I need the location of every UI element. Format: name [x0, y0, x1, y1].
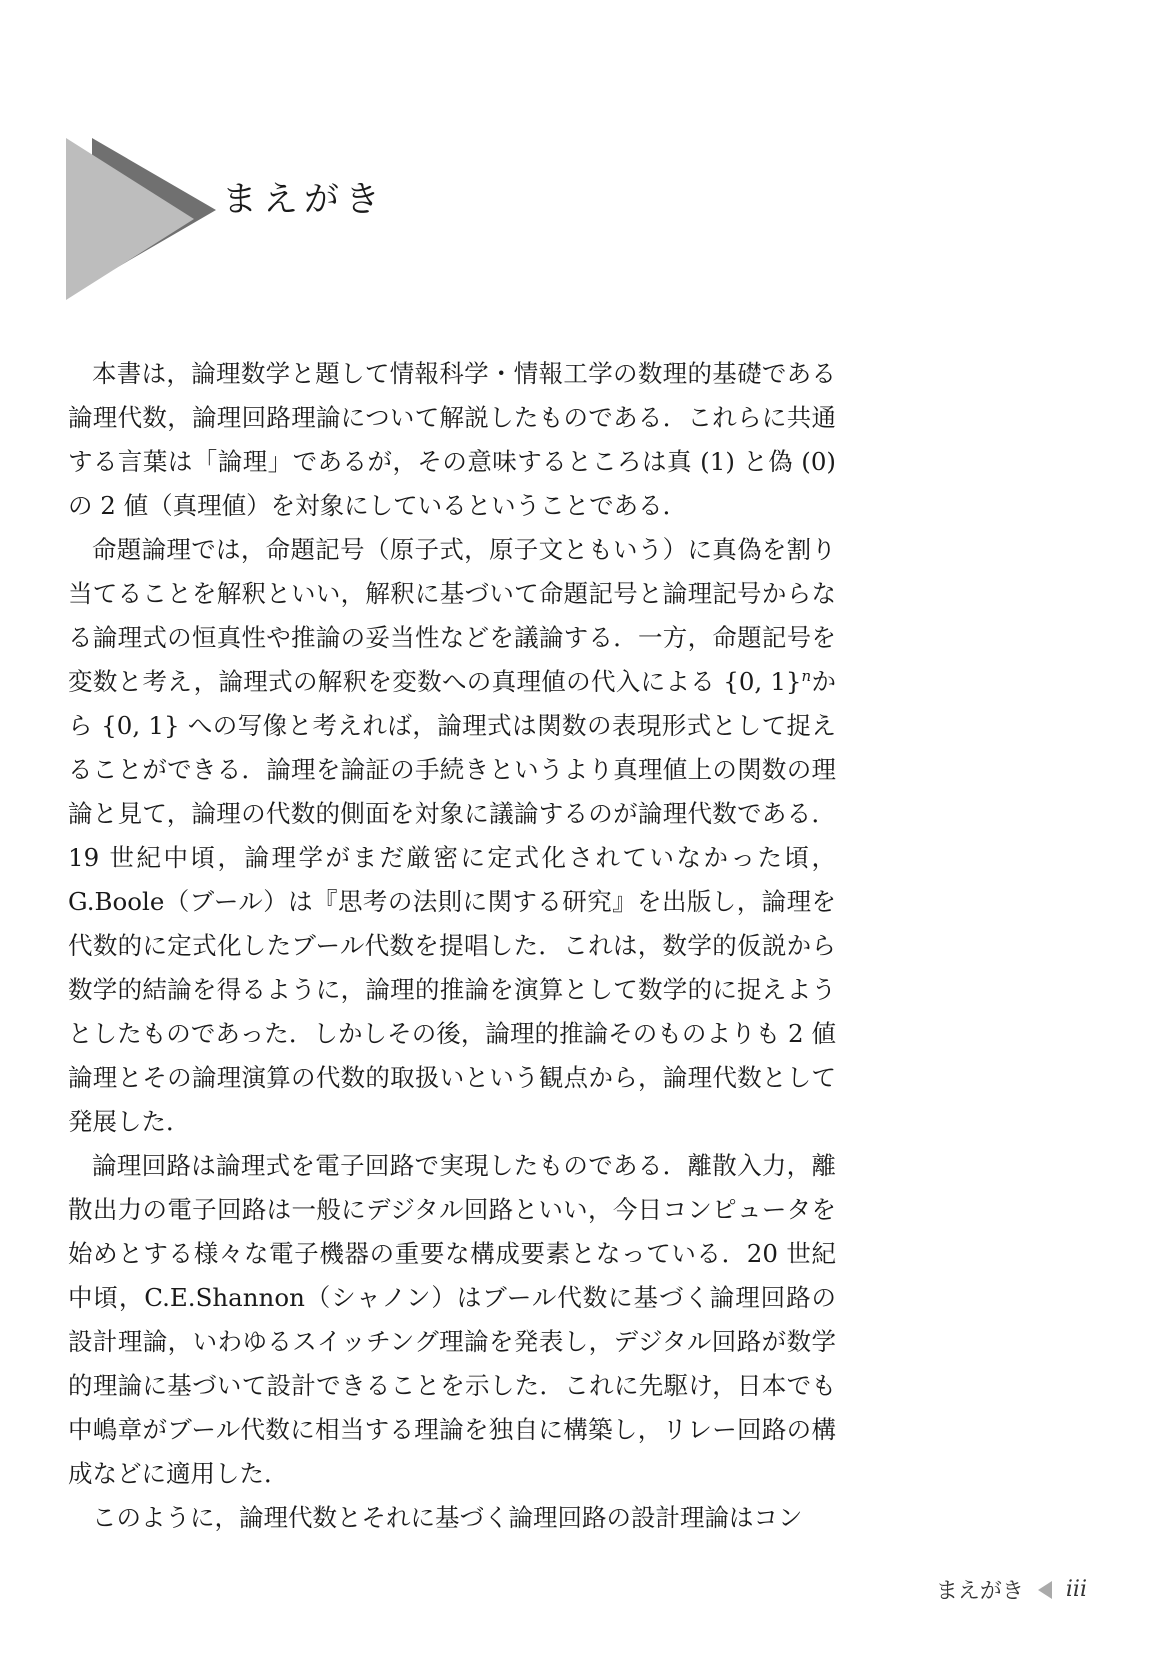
- paragraph-2-part-1: 命題論理では，命題記号（原子式，原子文ともいう）に真偽を割り当てることを解釈といい，解釈に基づいて命題記号と論理記号からなる論理式の恒真性や推論の妥当性などを議論する．一方，命題記号を変数と考え，論理式の解釈を変数への真理値の代入による {0, 1}: [68, 535, 836, 696]
- chapter-marker-icon: [66, 138, 216, 300]
- paragraph-1: 本書は，論理数学と題して情報科学・情報工学の数理的基礎である論理代数，論理回路理論について解説したものである．これらに共通する言葉は「論理」であるが，その意味するところは真 (1) と偽 (0) の 2 値（真理値）を対象にしているということである．: [68, 359, 836, 520]
- chapter-title: まえがき: [222, 180, 387, 220]
- superscript-n: n: [801, 666, 812, 685]
- paragraph-4: このように，論理代数とそれに基づく論理回路の設計理論はコン: [92, 1503, 803, 1532]
- page-number: iii: [1065, 1577, 1087, 1602]
- paragraph-2-part-2: から {0, 1} への写像と考えれば，論理式は関数の表現形式として捉えることができる．論理を論証の手続きというより真理値上の関数の理論と見て，論理の代数的側面を対象に議論するのが論理代数である．19 世紀中頃，論理学がまだ厳密に定式化されていなかった頃，G.Boole（ブール）は『思考の法則に関する研究』を出版し，論理を代数的に定式化したブール代数を提唱した．これは，数学的仮説から数学的結論を得るように，論理的推論を演算として数学的に捉えようとしたものであった．しかしその後，論理的推論そのものよりも 2 値論理とその論理演算の代数的取扱いという観点から，論理代数として発展した．: [68, 667, 837, 1136]
- preface-body: [68, 352, 836, 1540]
- page-footer: [936, 1574, 1087, 1605]
- paragraph-2: [68, 528, 836, 1144]
- footer-arrow-icon: [1038, 1581, 1052, 1599]
- paragraph-3: 論理回路は論理式を電子回路で実現したものである．離散入力，離散出力の電子回路は一般にデジタル回路といい，今日コンピュータを始めとする様々な電子機器の重要な構成要素となっている．20 世紀中頃，C.E.Shannon（シャノン）はブール代数に基づく論理回路の設計理論，いわゆるスイッチング理論を発表し，デジタル回路が数学的理論に基づいて設計できることを示した．これに先駆け，日本でも中嶋章がブール代数に相当する理論を独自に構築し，リレー回路の構成などに適用した．: [68, 1151, 836, 1488]
- footer-section-title: まえがき: [935, 1579, 1024, 1604]
